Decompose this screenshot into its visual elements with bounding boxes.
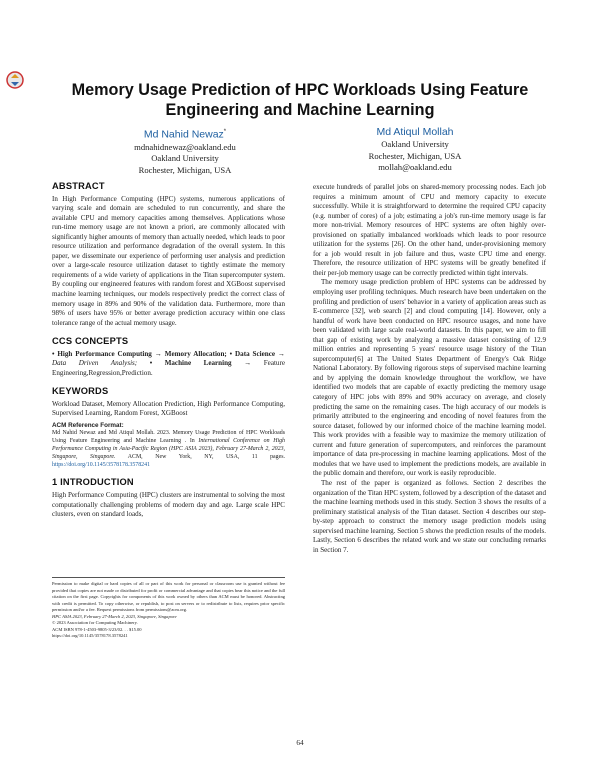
author-block-1: Md Nahid Newaz* mdnahidnewaz@oakland.edu Oakland University Rochester, Michigan, USA bbox=[100, 126, 270, 176]
intro-text-left: High Performance Computing (HPC) clusters are instrumental to solving the most computationally challenging problems of modern day and age. Large scale HPC clusters, even on standard loads, bbox=[52, 490, 285, 519]
author-line: Rochester, Michigan, USA bbox=[368, 150, 462, 161]
intro-heading: 1 INTRODUCTION bbox=[52, 477, 134, 488]
abstract-heading: ABSTRACT bbox=[52, 181, 105, 191]
abstract-text: In High Performance Computing (HPC) systems, numerous applications of varying scale and domain are scheduled to run concurrently, and share the available CPU and memory capacities among themselves. Applications whose run-time memory usage are not known a priori, are commonly allocated with significantly higher amounts of memory than actually needed, which leads to poor resource utilization and performance degradation of the overall system. In this paper, we disseminate our experience of performing user analysis and prediction over a large-scale resource utilization dataset to tightly estimate the memory requirements of a wide variety of applications in the Titan supercomputer system. By coupling our engineered features with random forest and XGBoost supervised machine learning techniques, our models respectively predict the correct class of memory usage in 89% and 90% of the validation data. Furthermore, more than 98% of users have 95% or better average prediction accuracy within one class tolerance range of the actual memory usage. bbox=[52, 194, 285, 327]
body-paragraph: The memory usage prediction problem of HPC systems can be addressed by employing user profiling techniques. Much research have been undertaken on the profiling and prediction of users' behavior in a variety of application areas such as E-commerce [32], web search [2] and cloud computing [14]. However, only a handful of work have been conducted on HPC resource usages, and none have been validated with large scale real-world datasets. In this paper, we aim to fill that gap of existing work by analyzing a massive dataset consisting of 12.9 million entries and representing 5 years' resource usage history of the Titan supercomputer[6] at The United States Department of Energy's Oak Ridge National Laboratory. By following rigorous steps of supervised machine learning and by applying the domain knowledge throughout the workflow, we have identified two models that are capable of exactly predicting the memory usage category of HPC jobs with 89% and 90% accuracy on average, and closely predicting the same on the remaining cases. The high accuracy of our models is primarily attributed to the engineering and encoding of novel features from the source dataset, followed by our informed choice of the machine learning model. This work provides with a feasible way to maximize the memory utilization of current and future generation of supercomputers, and reinforces the paramount importance of data pre-processing in machine learning applications. Most of the modules that we have used to implement the predictions models, are available in the public domain and therefore, our work is easily reproducible. bbox=[313, 278, 546, 478]
keywords-heading: KEYWORDS bbox=[52, 386, 109, 397]
body-paragraph: execute hundreds of parallel jobs on shared-memory processing nodes. Each job requires a minimum amount of CPU and memory capacity to execute successfully. While it is straightforward to determine the required CPU capacity (e.g. number of cores) of a job; estimating a job's run-time memory usage is far more non-trivial. Memory resources of HPC systems are often highly over-provisioned on spatially imbalanced workloads which leads to poor resource utilization for the systems [26]. On the other hand, under-provisioning memory for a job would result in job failure and thus, waste CPU time and energy. Therefore, the resource utilization of HPC systems will be greatly benefited if their per-job memory usage can be correctly predicted within tight intervals. bbox=[313, 183, 546, 277]
footnote-line: ACM ISBN 978-1-4503-9805-3/23/02. . . $15.00 bbox=[52, 626, 142, 632]
ccs-heading: CCS CONCEPTS bbox=[52, 336, 129, 347]
page-number: 64 bbox=[296, 738, 304, 747]
acm-ref-heading: ACM Reference Format: bbox=[52, 421, 124, 429]
author-line: mdnahidnewaz@oakland.edu bbox=[134, 141, 236, 152]
copyright-footnote: Permission to make digital or hard copies of all or part of this work for personal or classroom use is granted without fee provided that copies are not made or distributed for profit or commercial advantage and that copies bear this notice and the full citation on the first page. Copyrights for components of this work owned by others than ACM must be honored. Abstracting with credit is permitted. To copy otherwise, or republish, to post on servers or to redistribute to lists, requires prior specific permission and/or a fee. Request permissions from permissions@acm.org. HPC ASIA 2023, February 27-March 2, 2023, Singapore, Singapore © 2023 Association for Computing Machinery. ACM ISBN 978-1-4503-9805-3/23/02. . . $15.00 https://doi.org/10.1145/3578178.3578241 bbox=[52, 577, 285, 640]
footnote-line: HPC ASIA 2023, February 27-March 2, 2023, Singapore, Singapore bbox=[52, 613, 177, 619]
author-line: mollah@oakland.edu bbox=[378, 162, 452, 172]
doi-link[interactable]: https://doi.org/10.1145/3578178.3578241 bbox=[52, 461, 151, 468]
ccs-concepts: • High Performance Computing → Memory Allocation; • Data Science → Data Driven Analysis; • Machine Learning → Feature Engineering,Regression,Prediction. bbox=[52, 349, 285, 377]
author-block-2 bbox=[330, 126, 500, 174]
author-line: Rochester, Michigan, USA bbox=[138, 164, 232, 175]
acm-ref-text: Md Nahid Newaz and Md Atiqul Mollah. 2023. Memory Usage Prediction of HPC Workloads Using Feature Engineering and Machine Learning . In International Conference on High Performance Computing in Asia-Pacific Region (HPC ASIA 2023), February 27-March 2, 2023, Singapore, Singapore. ACM, New York, NY, USA, 11 pages. https://doi.org/10.1145/3578178.3578241 bbox=[52, 430, 285, 468]
author-line: Oakland University bbox=[151, 153, 219, 163]
right-column bbox=[313, 183, 546, 555]
left-column bbox=[52, 182, 285, 520]
keywords-text: Workload Dataset, Memory Allocation Prediction, High Performance Computing, Supervised Learning, Random Forest, XGBoost bbox=[52, 399, 285, 418]
paper-title: Memory Usage Prediction of HPC Workloads Using Feature Engineering and Machine Learning bbox=[71, 81, 529, 119]
footnote-doi-link[interactable]: https://doi.org/10.1145/3578178.3578241 bbox=[52, 633, 128, 639]
body-paragraph: The rest of the paper is organized as follows. Section 2 describes the organization of the Titan HPC system, followed by a description of the dataset and the machine learning methods used in this study. Section 3 shows the results of a preliminary statistical analysis of the Titan dataset. Section 4 describes our step-by-step approach to construct the memory usage prediction models using supervised machine learning. Section 5 shows the prediction results of the models. Lastly, Section 6 describes the related work and we state our concluding remarks in Section 7. bbox=[313, 478, 546, 554]
author-line: Oakland University bbox=[381, 139, 449, 149]
author-name: Md Atiqul Mollah bbox=[376, 126, 454, 138]
footnote-line: © 2023 Association for Computing Machinery. bbox=[52, 620, 138, 626]
author-name: Md Nahid Newaz bbox=[143, 128, 224, 141]
